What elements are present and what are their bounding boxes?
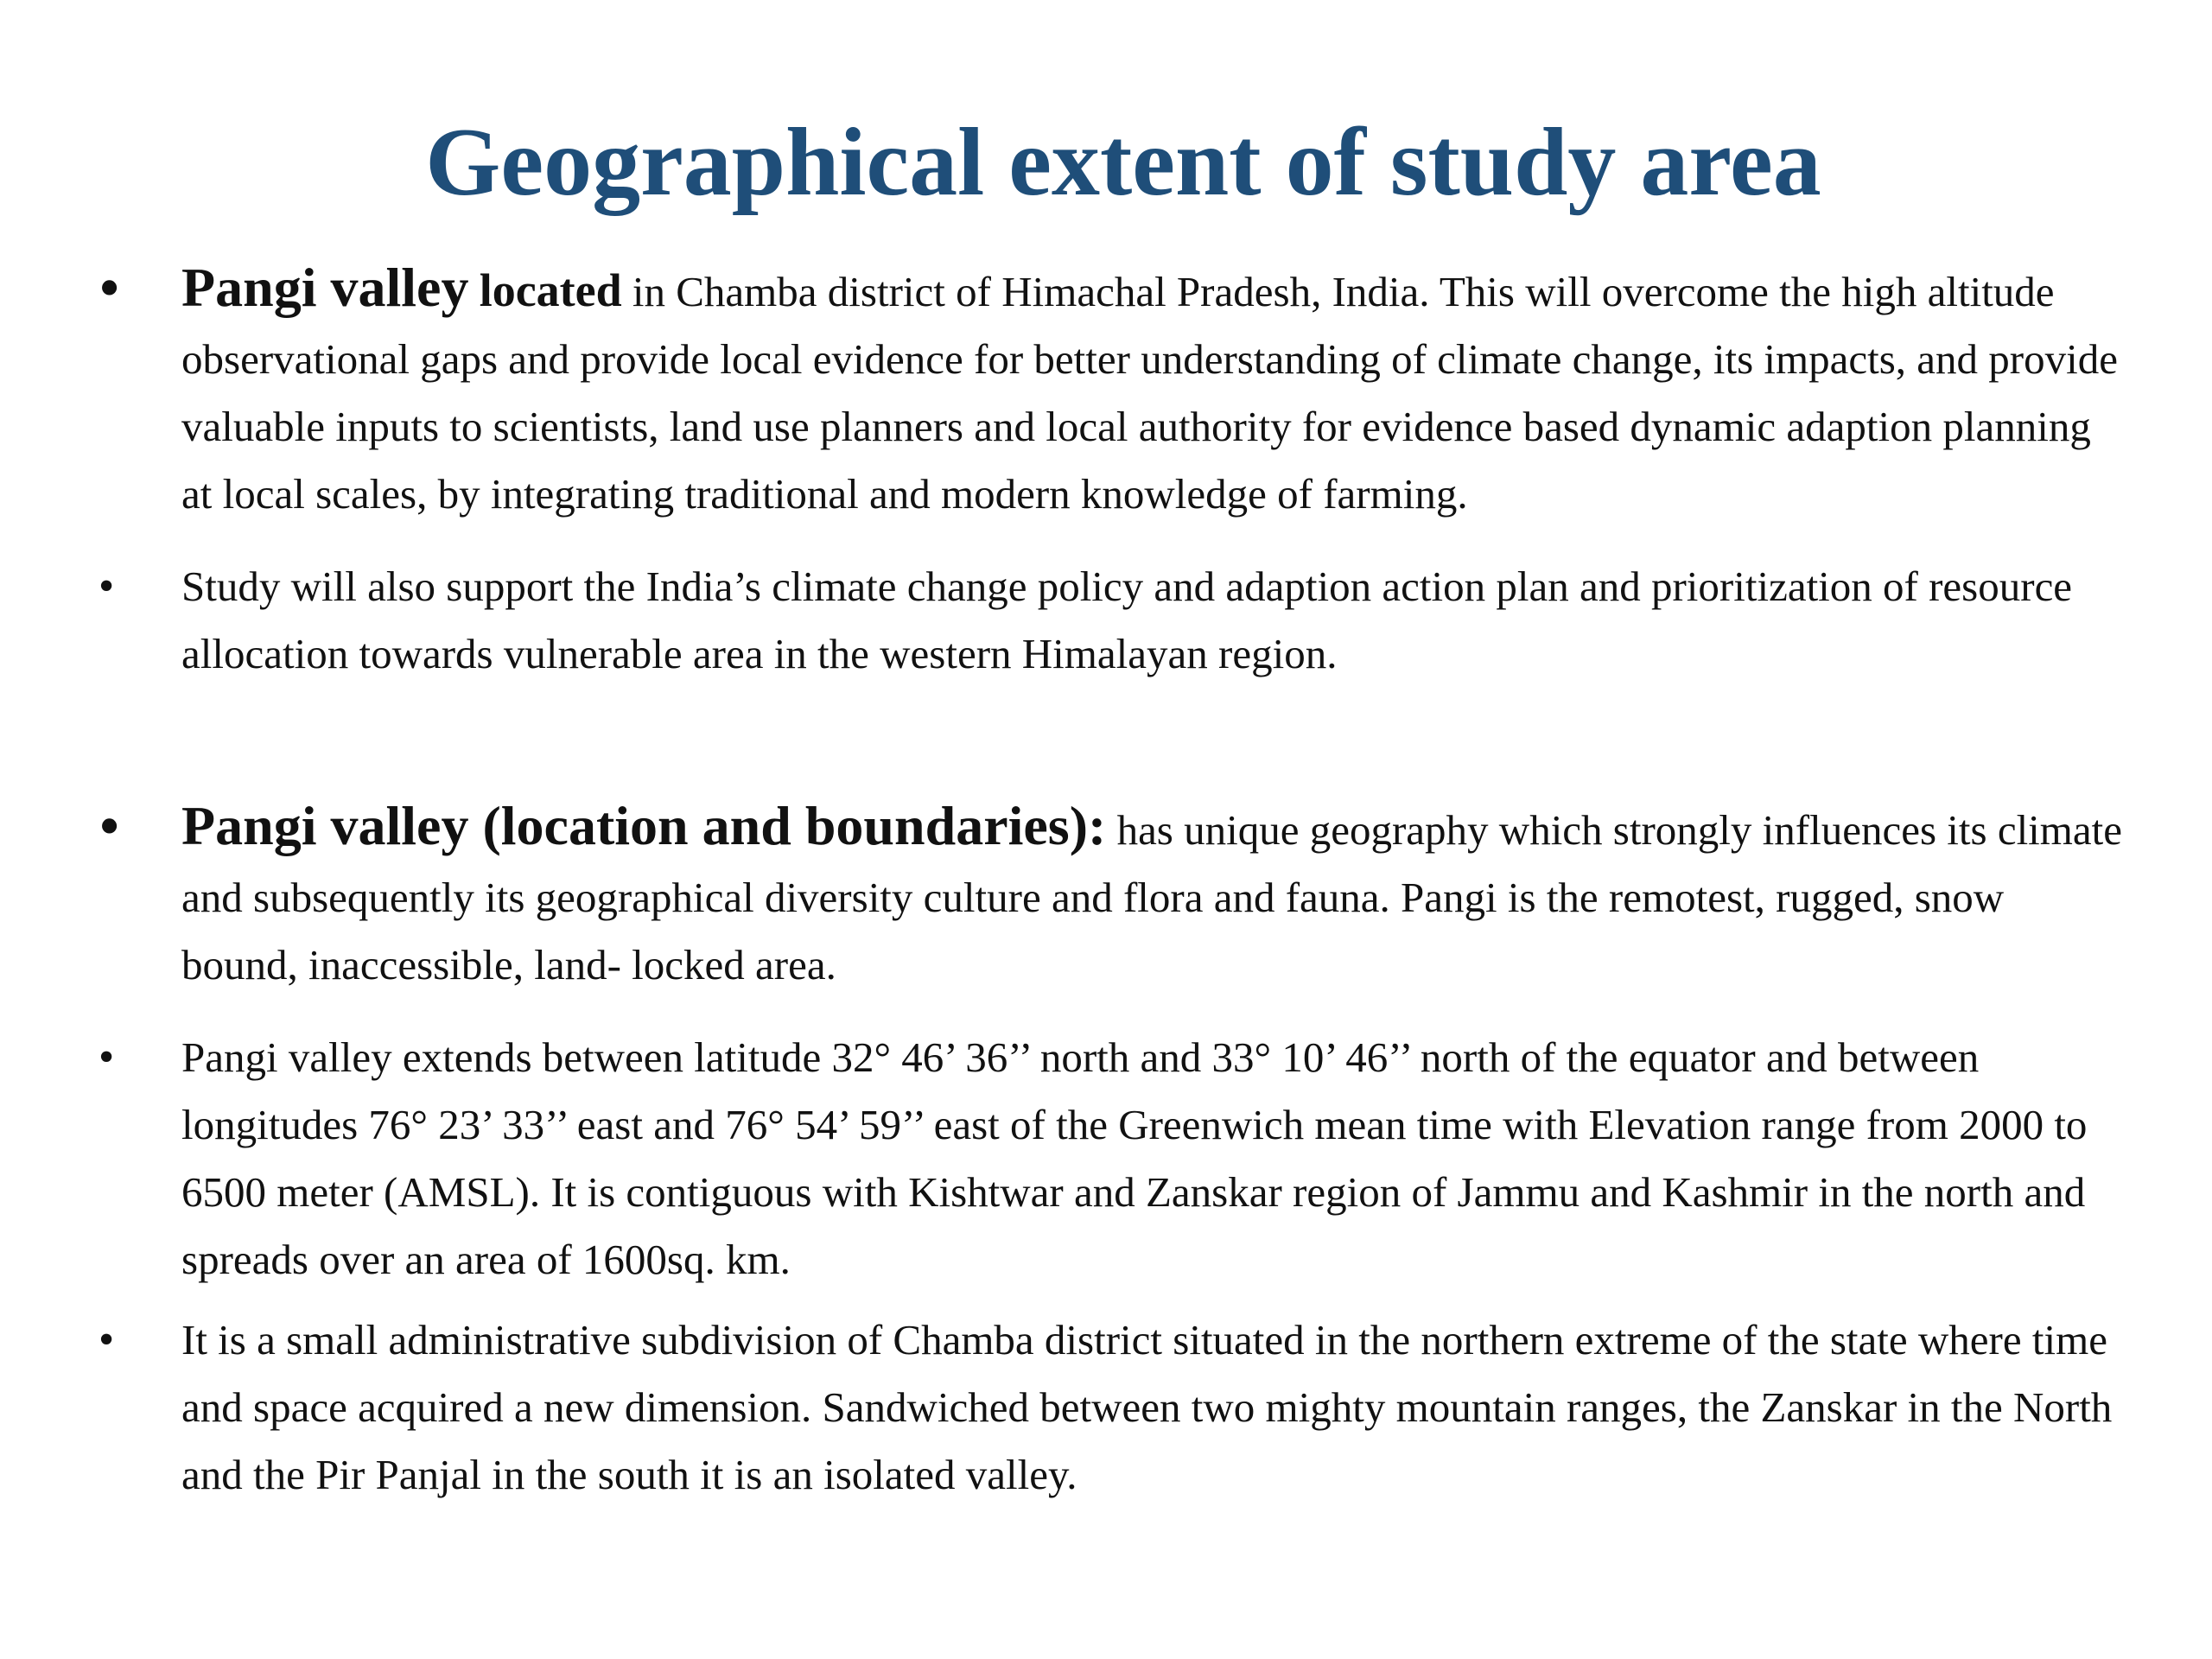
bullet-marker: • [99, 253, 121, 322]
bullet-marker: • [99, 791, 121, 861]
bullet-text: Pangi valley extends between latitude 32° 46’ 36’’ north and 33° 10’ 46’’ north of the equator and between longitudes 76° 23’ 33’’ east and 76° 54’ 59’’ east of the Greenwich mean time with Elevation range from 2000 to 6500 meter (AMSL). It is contiguous with Kishtwar and Zanskar region of Jammu and Kashmir in the north and spreads over an area of 1600sq. km. [181, 1033, 2088, 1283]
bullet-marker: • [99, 1315, 115, 1364]
bullet-lead-secondary: located [479, 264, 622, 316]
bullet-text: in Chamba district of Himachal Pradesh, India. This will overcome the high altitude observational gaps and provide local evidence for better understanding of climate change, its impacts, and provide valuable inputs to scientists, land use planners and local authority for evidence based dynamic adaption planning at local scales, by integrating traditional and modern knowledge of farming. [181, 268, 2118, 518]
bullet-item [99, 553, 2126, 688]
bullet-lead: Pangi valley (location and boundaries): [181, 795, 1107, 856]
bullet-lead: Pangi valley [181, 257, 469, 318]
bullet-text: Study will also support the India’s climate change policy and adaption action plan and prioritization of resource allocation towards vulnerable area in the western Himalayan region. [181, 563, 2073, 677]
bullet-item [99, 1306, 2126, 1509]
bullet-marker: • [99, 562, 115, 611]
bullet-marker: • [99, 1033, 115, 1082]
slide-title: Geographical extent of study area [425, 109, 1821, 216]
bullet-text: has unique geography which strongly influences its climate and subsequently its geographical diversity culture and flora and fauna. Pangi is the remotest, rugged, snow bound, inaccessible, land- locked area. [181, 806, 2123, 988]
bullet-text: It is a small administrative subdivision of Chamba district situated in the northern extreme of the state where time and space acquired a new dimension. Sandwiched between two mighty mountain ranges, the Zanskar in the North and the Pir Panjal in the south it is an isolated valley. [181, 1316, 2113, 1498]
bullet-item [99, 1024, 2126, 1294]
bullet-item [99, 253, 2126, 528]
bullet-item [99, 791, 2126, 999]
